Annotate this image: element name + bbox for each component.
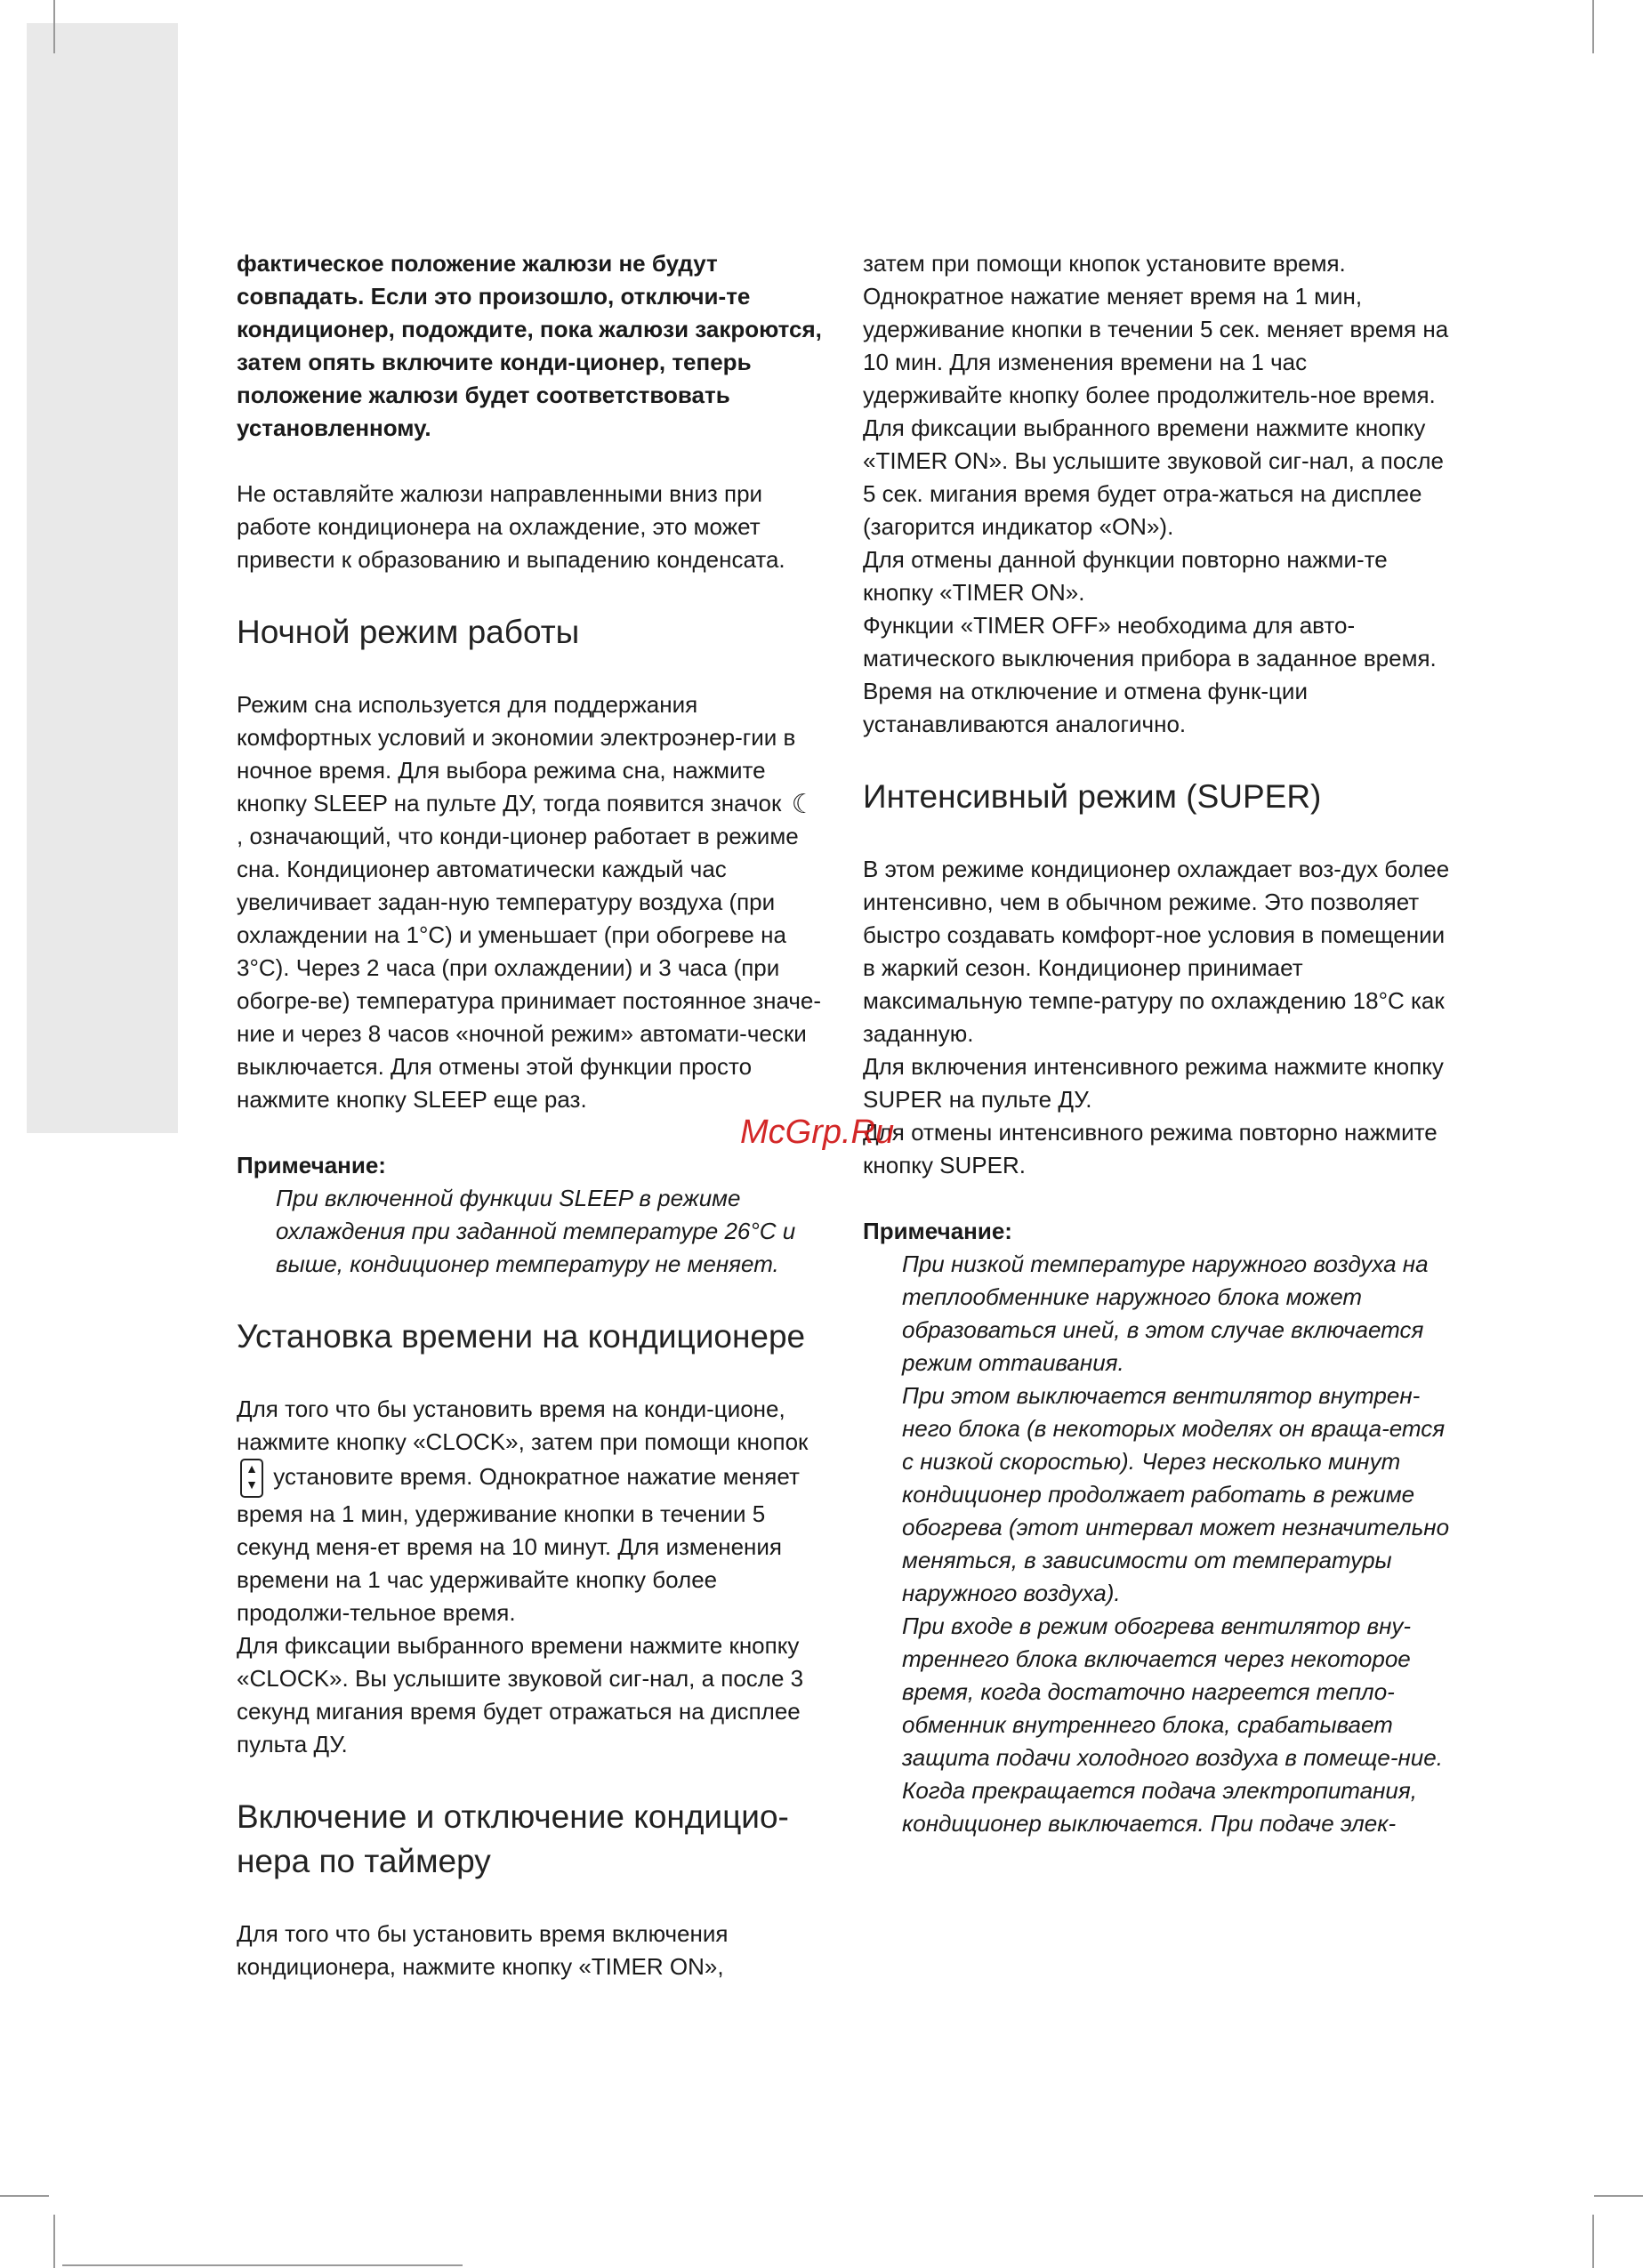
timer-cont-paragraph-3: Для отмены данной функции повторно нажми-те кнопку «TIMER ON». <box>863 546 1388 606</box>
watermark: McGrp.Ru <box>740 1114 895 1151</box>
super-paragraph-1: В этом режиме кондиционер охлаждает воз-дух более интенсивно, чем в обычном режиме. Это позволяет быстро создавать комфорт-ное условия в помещении в жаркий сезон. Кондиционер принимает максимальную темпе-ратуру по охлаждению 18°C как заданную. <box>863 856 1450 1047</box>
clock-text-1: Для того что бы установить время на конди-ционе, нажмите кнопку «CLOCK», затем при помощи кнопок <box>237 1395 809 1455</box>
timer-cont-paragraph-2: Для фиксации выбранного времени нажмите кнопку «TIMER ON». Вы услышите звуковой сиг-нал, а после 5 сек. мигания время будет отра-жаться на дисплее (загорится индикатор «ON»). <box>863 414 1444 540</box>
warning-paragraph: Не оставляйте жалюзи направленными вниз при работе кондиционера на охлаждение, это может привести к образованию и выпадению конденсата. <box>237 480 785 573</box>
night-mode-text-1: Режим сна используется для поддержания комфортных условий и экономии электроэнер-гии в ночное время. Для выбора режима сна, нажмите кнопку SLEEP на пульте ДУ, тогда появится значок <box>237 691 796 816</box>
right-column <box>863 247 1450 1840</box>
timer-cont-paragraph-4: Функции «TIMER OFF» необходима для авто-матического выключения прибора в заданное время. Время на отключение и отмена функ-ции устанавливаются аналогично. <box>863 612 1437 737</box>
crop-mark <box>0 2195 49 2197</box>
crop-mark <box>1594 2195 1643 2197</box>
bold-paragraph: фактическое положение жалюзи не будут совпадать. Если это произошло, отключи-те кондиционер, подождите, пока жалюзи закроются, затем опять включите конди-ционер, теперь положение жалюзи будет соответствовать установленному. <box>237 250 822 441</box>
note-defrost <box>863 1215 1450 1840</box>
super-heading: Интенсивный режим (SUPER) <box>863 778 1322 815</box>
left-column <box>237 247 824 1983</box>
note-title: Примечание: <box>237 1152 386 1178</box>
note-text: При включенной функции SLEEP в режиме охлаждения при заданной температуре 26°C и выше, кондиционер температуру не меняет. <box>276 1185 796 1277</box>
note-text-1: При низкой температуре наружного воздуха на теплообменнике наружного блока может образоваться иней, в этом случае включается режим оттаивания. <box>902 1251 1429 1376</box>
up-down-buttons-icon: ▲ ▼ <box>240 1459 263 1498</box>
timer-paragraph: Для того что бы установить время включения кондиционера, нажмите кнопку «TIMER ON», <box>237 1920 729 1980</box>
note-sleep <box>237 1149 824 1281</box>
side-tab-decoration <box>27 23 178 1133</box>
crop-mark <box>1592 2215 1594 2268</box>
crop-mark <box>1592 0 1594 53</box>
clock-paragraph-2: Для фиксации выбранного времени нажмите кнопку «CLOCK». Вы услышите звуковой сиг-нал, а после 3 секунд мигания время будет отражаться на дисплее пульта ДУ. <box>237 1632 804 1757</box>
note-text-2: При этом выключается вентилятор внутрен-него блока (в некоторых моделях он враща-ется с низкой скоростью). Через несколько минут кондиционер продолжает работать в режиме обогрева (этот интервал может незначительно меняться, в зависимости от температуры наружного воздуха). <box>902 1382 1450 1606</box>
note-text-3: При входе в режим обогрева вентилятор вну-треннего блока включается через некоторое время, когда достаточно нагреется тепло-обменник внутреннего блока, срабатывает защита подачи холодного воздуха в помеще-ние. <box>902 1613 1443 1771</box>
crop-mark <box>62 2264 463 2266</box>
clock-heading: Установка времени на кондиционере <box>237 1318 806 1355</box>
timer-cont-paragraph-1: затем при помощи кнопок установите время. Однократное нажатие меняет время на 1 мин, удерживание кнопки в течении 5 сек. меняет время на 10 мин. Для изменения времени на 1 час удерживайте кнопку более продолжитель-ное время. <box>863 250 1449 408</box>
sleep-moon-icon: ☾ <box>791 790 816 820</box>
note-title: Примечание: <box>863 1218 1012 1244</box>
clock-text-2: установите время. Однократное нажатие меняет время на 1 мин, удерживание кнопки в течении 5 секунд меня-ет время на 10 минут. Для изменения времени на 1 час удерживайте кнопку более продолжи-тельное время. <box>237 1462 800 1626</box>
super-paragraph-3: Для отмены интенсивного режима повторно нажмите кнопку SUPER. <box>863 1119 1438 1178</box>
night-mode-text-2: , означающий, что конди-ционер работает в режиме сна. Кондиционер автоматически каждый час увеличивает задан-ную температуру воздуха (при охлаждении на 1°C) и уменьшает (при обогреве на 3°C). Через 2 часа (при охлаждении) и 3 часа (при обогре-ве) температура принимает постоянное значе-ние и через 8 часов «ночной режим» автомати-чески выключается. Для отмены этой функции просто нажмите кнопку SLEEP еще раз. <box>237 823 822 1113</box>
super-paragraph-2: Для включения интенсивного режима нажмите кнопку SUPER на пульте ДУ. <box>863 1053 1444 1113</box>
night-mode-paragraph <box>237 688 824 1116</box>
note-text-4: Когда прекращается подача электропитания, кондиционер выключается. При подаче элек- <box>902 1777 1417 1837</box>
timer-heading: Включение и отключение кондицио-нера по таймеру <box>237 1798 789 1879</box>
clock-paragraph <box>237 1393 824 1629</box>
night-mode-heading: Ночной режим работы <box>237 614 580 650</box>
crop-mark <box>53 2215 55 2268</box>
crop-mark <box>53 0 55 53</box>
